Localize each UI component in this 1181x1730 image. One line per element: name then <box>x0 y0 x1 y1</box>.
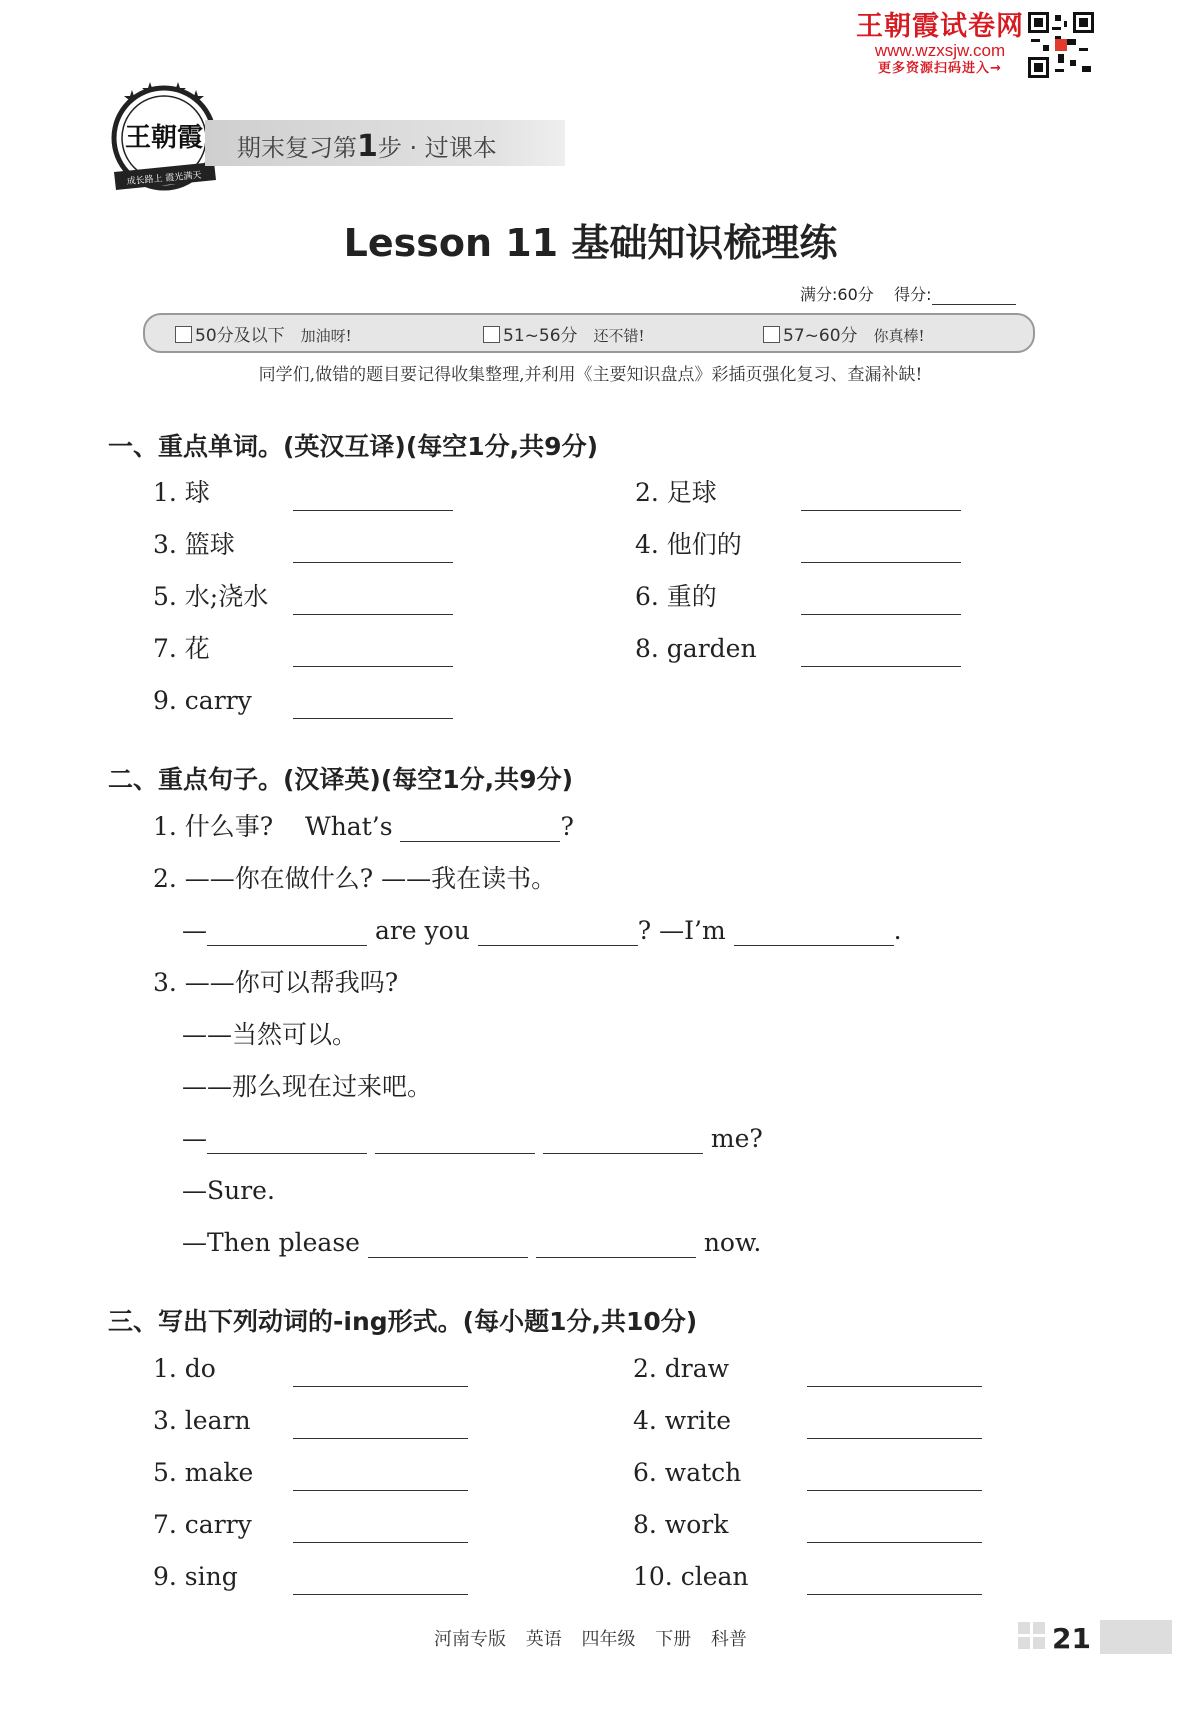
question-text: —I’m <box>659 916 726 945</box>
dash: — <box>182 1124 207 1153</box>
list-item: 4. 他们的 <box>635 530 742 559</box>
question-3-sure: —Sure. <box>182 1176 275 1205</box>
svg-text:王朝霞: 王朝霞 <box>124 123 204 153</box>
list-item: 9. carry <box>153 686 252 715</box>
banner-step: 1 <box>357 129 378 164</box>
list-item: 9. sing <box>153 1562 238 1591</box>
dash: — <box>182 916 207 945</box>
question-3-cn2: ——当然可以。 <box>182 1020 358 1049</box>
answer-blank[interactable] <box>807 1464 982 1491</box>
answer-blank[interactable] <box>207 919 367 946</box>
list-item: 10. clean <box>633 1562 749 1591</box>
answer-blank[interactable] <box>807 1568 982 1595</box>
answer-blank[interactable] <box>734 919 894 946</box>
question-3-en <box>182 1124 763 1154</box>
answer-blank[interactable] <box>807 1516 982 1543</box>
brand-name: 王朝霞试卷网 <box>856 11 1024 42</box>
question-3-cn: 3. ——你可以帮我吗? <box>153 968 399 997</box>
answer-blank[interactable] <box>293 1412 468 1439</box>
list-item: 8. work <box>633 1510 729 1539</box>
checkbox[interactable] <box>763 326 780 343</box>
corner-squares-icon <box>1018 1622 1048 1652</box>
answer-blank[interactable] <box>368 1231 528 1258</box>
svg-text:成长路上 霞光满天: 成长路上 霞光满天 <box>126 170 202 188</box>
list-item: 8. garden <box>635 634 757 663</box>
punct: . <box>893 916 902 945</box>
answer-blank[interactable] <box>293 1464 468 1491</box>
answer-blank[interactable] <box>807 1360 982 1387</box>
list-item: 1. 球 <box>153 478 210 507</box>
tip-text: 同学们,做错的题目要记得收集整理,并利用《主要知识盘点》彩插页强化复习、查漏补缺! <box>258 365 923 385</box>
question-2-cn: 2. ——你在做什么? ——我在读书。 <box>153 864 557 893</box>
answer-blank[interactable] <box>543 1127 703 1154</box>
section1-heading: 一、重点单词。(英汉互译)(每空1分,共9分) <box>108 432 598 461</box>
list-item: 6. watch <box>633 1458 742 1487</box>
step-banner <box>205 120 565 166</box>
section2-heading: 二、重点句子。(汉译英)(每空1分,共9分) <box>108 765 573 794</box>
score-level <box>763 321 925 346</box>
score-blank[interactable] <box>932 286 1016 305</box>
answer-blank[interactable] <box>478 919 638 946</box>
answer-blank[interactable] <box>375 1127 535 1154</box>
question-en: What’s <box>305 812 393 841</box>
section3-heading: 三、写出下列动词的-ing形式。(每小题1分,共10分) <box>108 1307 698 1336</box>
list-item: 3. learn <box>153 1406 251 1435</box>
answer-blank[interactable] <box>293 484 453 511</box>
page-number: 21 <box>1052 1622 1091 1655</box>
question-3-cn3: ——那么现在过来吧。 <box>182 1072 433 1101</box>
answer-blank[interactable] <box>293 1360 468 1387</box>
question-text: now. <box>703 1228 762 1257</box>
list-item: 5. make <box>153 1458 254 1487</box>
checkbox[interactable] <box>175 326 192 343</box>
answer-blank[interactable] <box>293 588 453 615</box>
answer-blank[interactable] <box>293 1516 468 1543</box>
score-level <box>483 321 645 346</box>
question-3-then <box>182 1228 761 1258</box>
answer-blank[interactable] <box>293 1568 468 1595</box>
answer-blank[interactable] <box>536 1231 696 1258</box>
list-item: 4. write <box>633 1406 731 1435</box>
checkbox[interactable] <box>483 326 500 343</box>
full-score: 满分:60分 <box>800 285 874 304</box>
answer-blank[interactable] <box>801 484 961 511</box>
banner-prefix: 期末复习第 <box>237 134 357 162</box>
question-cn: 1. 什么事? <box>153 812 274 841</box>
brand-tagline: 更多资源扫码进入→ <box>878 61 1002 76</box>
punct: ? <box>560 812 574 841</box>
list-item: 2. draw <box>633 1354 730 1383</box>
score-level <box>175 321 352 346</box>
score-comment: 还不错! <box>593 327 645 345</box>
brand-header <box>855 12 1025 78</box>
score-label: 得分: <box>894 285 932 304</box>
punct: ? <box>637 916 652 945</box>
score-comment: 你真棒! <box>873 327 925 345</box>
page-title: Lesson 11 基础知识梳理练 <box>343 221 838 265</box>
list-item: 5. 水;浇水 <box>153 582 269 611</box>
score-range: 57~60分 <box>783 326 858 346</box>
answer-blank[interactable] <box>801 588 961 615</box>
answer-blank[interactable] <box>807 1412 982 1439</box>
score-range: 50分及以下 <box>195 326 285 346</box>
score-level-bar <box>143 313 1035 353</box>
list-item: 7. carry <box>153 1510 252 1539</box>
list-item: 3. 篮球 <box>153 530 235 559</box>
answer-blank[interactable] <box>293 536 453 563</box>
answer-blank[interactable] <box>801 536 961 563</box>
list-item: 2. 足球 <box>635 478 717 507</box>
brand-url: www.wzxsjw.com <box>874 41 1006 60</box>
question-text: —Then please <box>182 1228 360 1257</box>
question-text: are you <box>374 916 470 945</box>
page-number-bar <box>1100 1620 1172 1654</box>
list-item: 6. 重的 <box>635 582 717 611</box>
list-item: 7. 花 <box>153 634 210 663</box>
score-range: 51~56分 <box>503 326 578 346</box>
question-text: me? <box>710 1124 763 1153</box>
score-line <box>800 282 1016 305</box>
answer-blank[interactable] <box>293 640 453 667</box>
score-comment: 加油呀! <box>300 327 352 345</box>
answer-blank[interactable] <box>400 815 560 842</box>
answer-blank[interactable] <box>207 1127 367 1154</box>
banner-suffix: 步 · 过课本 <box>377 134 497 162</box>
qr-code-icon <box>1028 12 1094 78</box>
list-item: 1. do <box>153 1354 216 1383</box>
footer-edition: 河南专版 英语 四年级 下册 科普 <box>434 1629 747 1650</box>
question-2-en <box>182 916 902 946</box>
answer-blank[interactable] <box>293 692 453 719</box>
question-1 <box>153 812 574 842</box>
answer-blank[interactable] <box>801 640 961 667</box>
